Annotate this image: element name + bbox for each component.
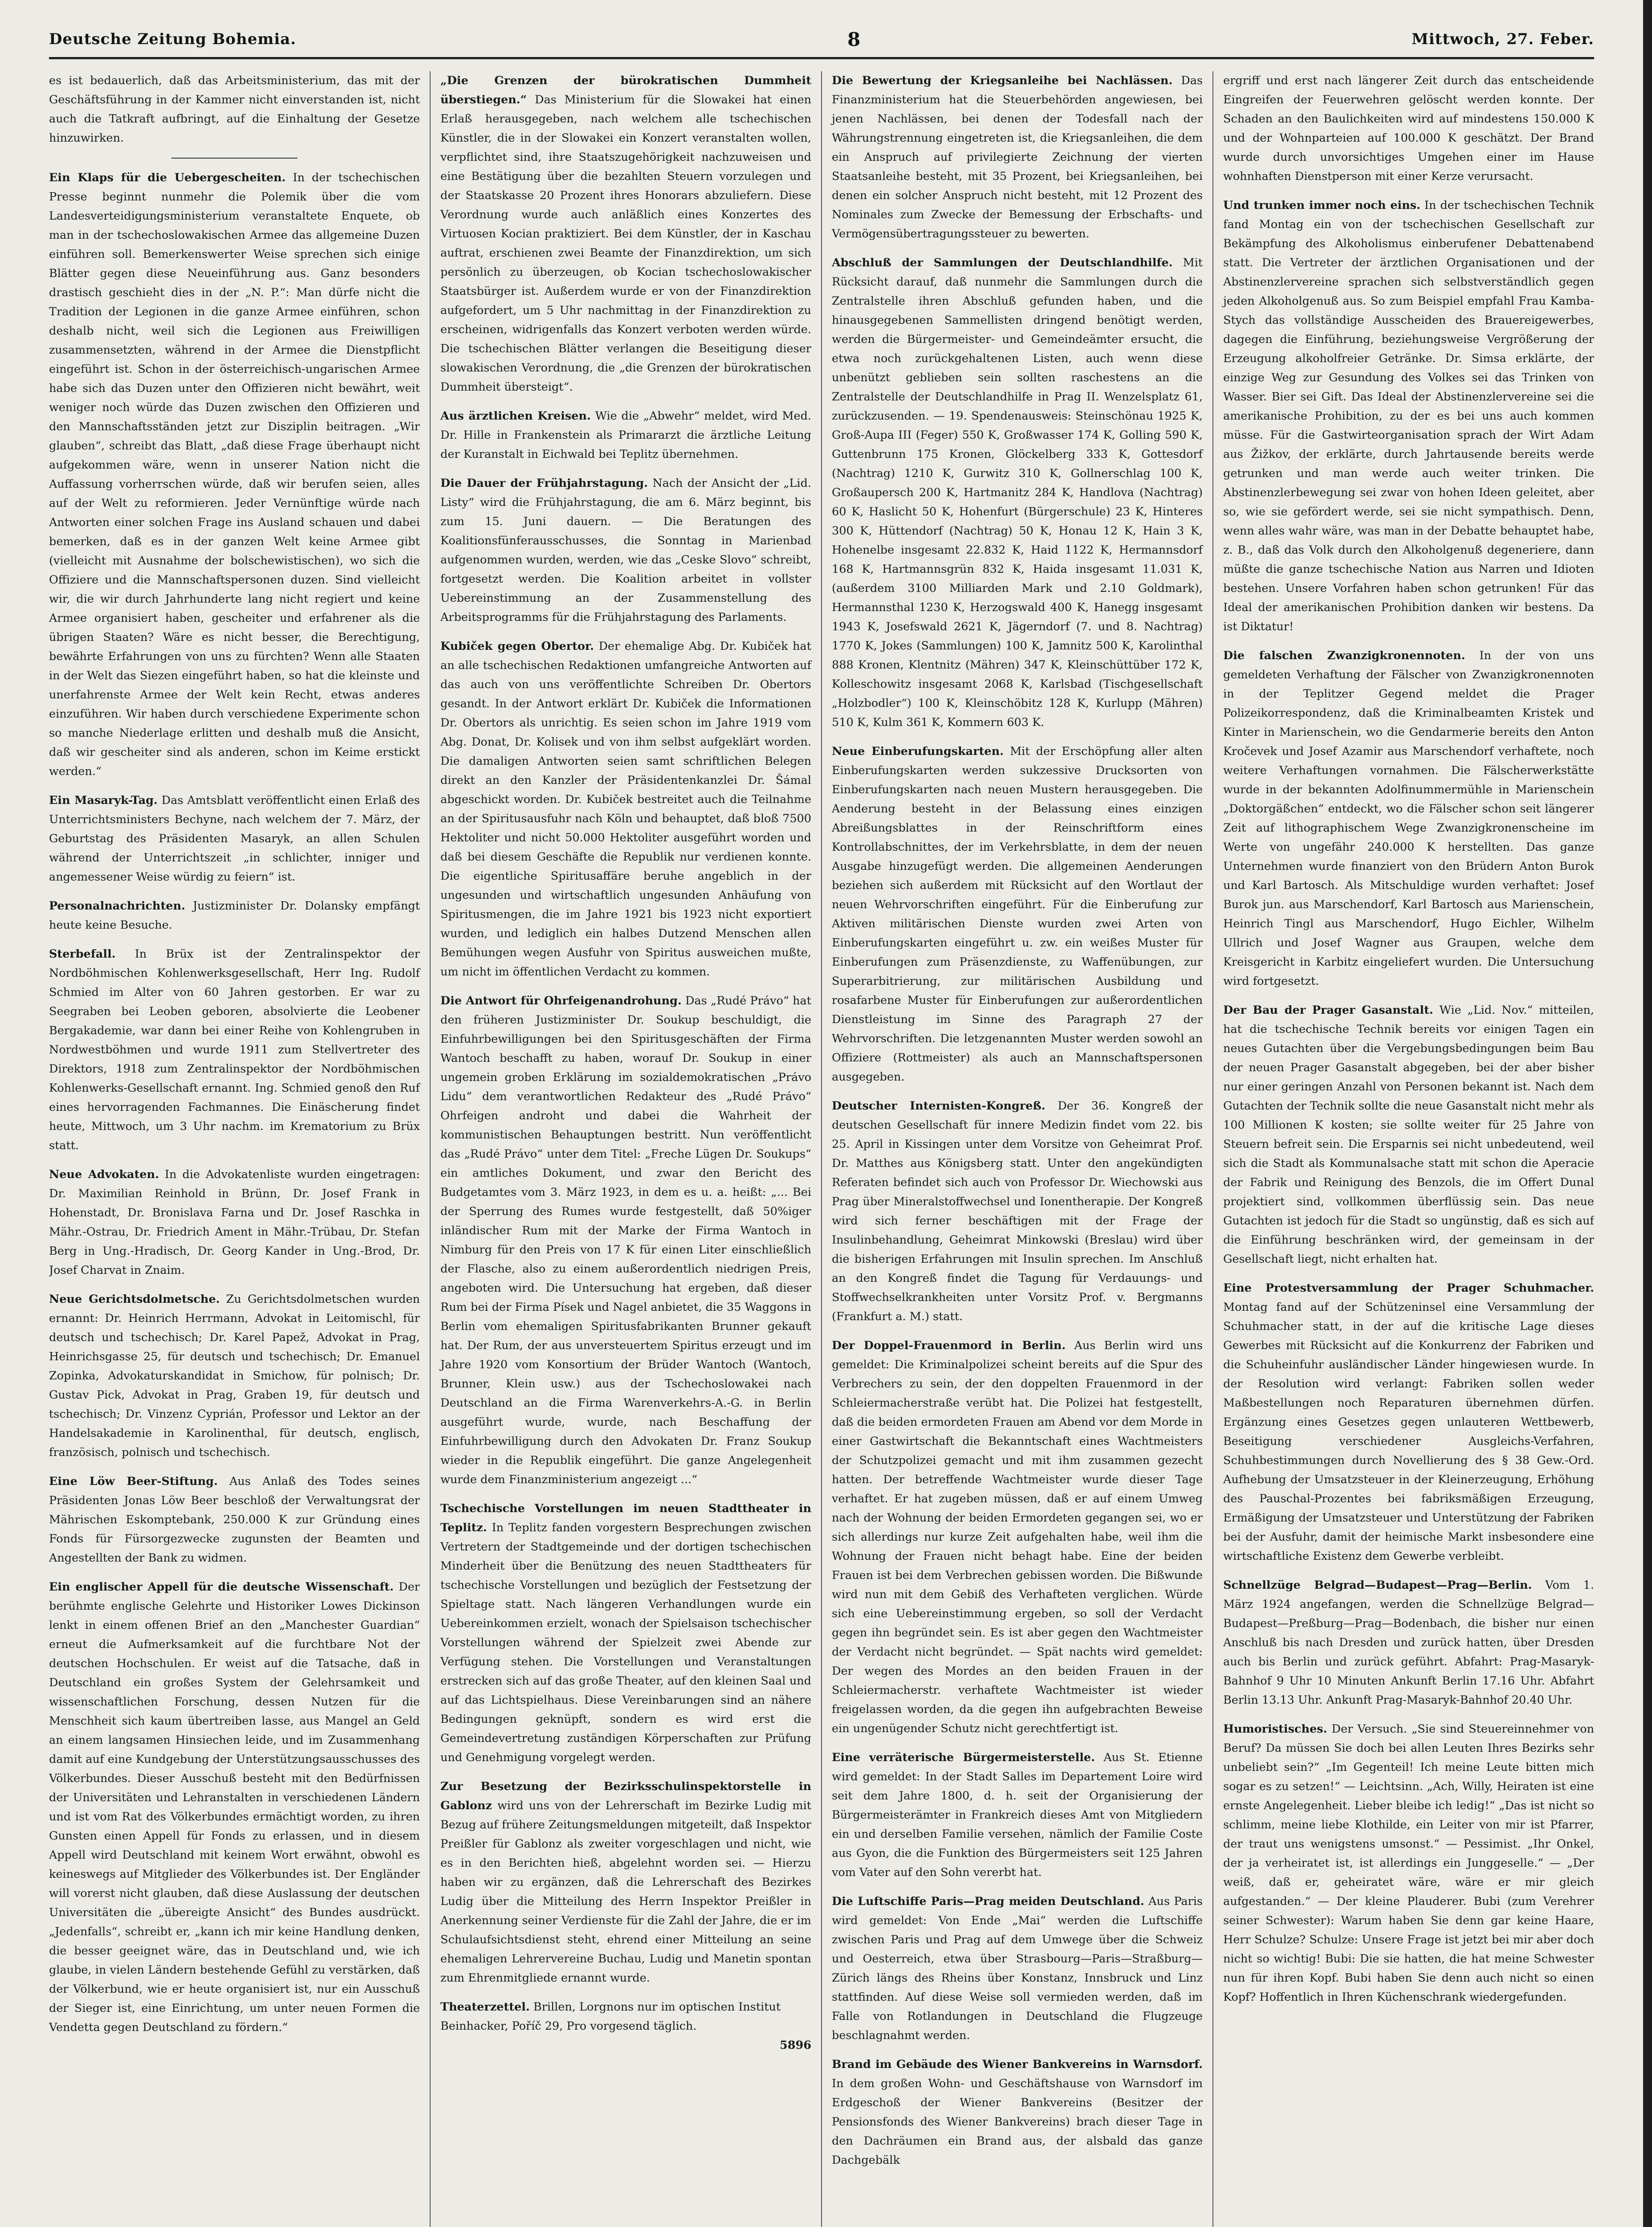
- article: [49, 71, 420, 148]
- article-headline: Zur Besetzung der Bezirksschulinspektorstelle in Gablonz: [440, 1780, 811, 1812]
- article: [440, 407, 811, 464]
- article-headline: Deutscher Internisten-Kongreß.: [832, 1099, 1046, 1113]
- article-body: Mit Rücksicht darauf, daß nunmehr die Sammlungen durch die Zentralstelle ihren Abschluß gefunden haben, und die hinausgegebenen Sammellisten dringend benötigt werden, werden die Bürgermeister- und Gemeindeämter ersucht, die etwa noch zurückgehaltenen Listen, auch wenn diese unbenützt geblieben sein sollten raschestens an die Zentralstelle der Deutschlandhilfe in Prag II. Wenzelsplatz 61, zurückzusenden. — 19. Spendenausweis: Steinschönau 1925 K, Groß-Aupa III (Feger) 550 K, Großwasser 174 K, Golling 590 K, Guttenbrunn 175 Kronen, Glöckelberg 333 K, Gottesdorf (Nachtrag) 1210 K, Gurwitz 310 K, Gollnerschlag 100 K, Großaupersch 200 K, Hartmanitz 284 K, Handlova (Nachtrag) 60 K, Haslicht 50 K, Hohenfurt (Bürgerschule) 23 K, Hinteres 300 K, Hüttendorf (Nachtrag) 50 K, Honau 12 K, Hain 3 K, Hohenelbe insgesamt 22.832 K, Haid 1122 K, Hermannsdorf 168 K, Hartmannsgrün 832 K, Haida insgesamt 11.031 K, (außerdem 3100 Milliarden Mark und 2.10 Goldmark), Hermannsthal 1230 K, Herzogswald 400 K, Hanegg insgesamt 1943 K, Josefswald 2621 K, Jägerndorf (7. und 8. Nachtrag) 1770 K, Jokes (Sammlungen) 100 K, Jamnitz 500 K, Karolinthal 888 Kronen, Klentnitz (Mähren) 347 K, Kleinschüttüber 172 K, Kolleschowitz insgesamt 2068 K, Karlsbad (Tischgesellschaft „Holzbodler“) 100 K, Kleinschöbitz 128 K, Kurlupp (Mähren) 510 K, Kulm 361 K, Kommern 603 K.: [832, 256, 1203, 729]
- article: [1223, 1279, 1594, 1566]
- article-headline: Tschechische Vorstellungen im neuen Stadttheater in Teplitz.: [440, 1502, 811, 1534]
- article: [832, 1097, 1203, 1326]
- article-headline: Ein Klaps für die Uebergescheiten.: [49, 171, 286, 184]
- article: [440, 991, 811, 1489]
- page-header: [49, 21, 1594, 59]
- article: [49, 1290, 420, 1462]
- article: [440, 474, 811, 627]
- advertisement: [440, 1998, 811, 2055]
- article: [832, 71, 1203, 244]
- issue-date: Mittwoch, 27. Feber.: [1412, 30, 1594, 48]
- article-headline: Die Luftschiffe Paris—Prag meiden Deutschland.: [832, 1895, 1144, 1908]
- article-headline: Sterbefall.: [49, 947, 116, 961]
- article-headline: Die Dauer der Frühjahrstagung.: [440, 477, 648, 490]
- article-headline: Ein englischer Appell für die deutsche Wissenschaft.: [49, 1580, 394, 1594]
- article-headline: Kubiček gegen Obertor.: [440, 640, 594, 653]
- article: [832, 742, 1203, 1087]
- advertisement-headline: Theaterzettel.: [440, 2000, 530, 2014]
- article: [440, 71, 811, 397]
- article: [440, 637, 811, 982]
- article-headline: Die Antwort für Ohrfeigenandrohung.: [440, 994, 682, 1007]
- article: [1223, 71, 1594, 186]
- article-body: Aus Paris wird gemeldet: Von Ende „Mai“ werden die Luftschiffe zwischen Paris und Prag auf dem Umwege über die Schweiz und Oesterreich, etwa über Strasbourg—Paris—Straßburg—Zürich längs des Rheins über Konstanz, Innsbruck und Linz stattfinden. Auf diese Weise soll vermieden werden, daß im Falle von Rotlandungen in Deutschland die Flugzeuge beschlagnahmt werden.: [832, 1895, 1203, 2042]
- article-body: Justizminister Dr. Dolansky empfängt heute keine Besuche.: [49, 899, 420, 932]
- article-body: Wie „Lid. Nov.“ mitteilen, hat die tschechische Technik bereits vor einigen Tagen ein neues Gutachten über die Vergebungsbedingungen beim Bau der neuen Prager Gasanstalt abgegeben, bei der aber bisher nur einer geringen Anzahl von Personen bekannt ist. Nach dem Gutachten der Technik sollte die neue Gasanstalt nicht mehr als 100 Millionen K kosten; sie sollte weiter für 25 Jahre von Steuern befreit sein. Die Ersparnis sei nicht unbedeutend, weil sich die Stadt als Kommunalsache statt mit schon die Aperacie der Fabrik und Reinigung des Benzols, die im Offert Dunal projektiert sind, vollkommen überflüssig sein. Das neue Gutachten ist jedoch für die Stadt so ungünstig, daß es sich auf die Einführung beschränken wird, der gemeinsam in der Gesellschaft liegt, nicht erhalten hat.: [1223, 1003, 1594, 1266]
- article-headline: Neue Advokaten.: [49, 1168, 159, 1181]
- article-body: In dem großen Wohn- und Geschäftshause von Warnsdorf im Erdgeschoß der Wiener Bankvereins (Besitzer der Pensionsfonds des Wiener Bankvereins) brach dieser Tage in den Dachräumen ein Brand aus, der alsbald das ganze Dachgebälk: [832, 2077, 1203, 2167]
- article-headline: Schnellzüge Belgrad—Budapest—Prag—Berlin.: [1223, 1578, 1532, 1592]
- advertisement-text: Brillen, Lorgnons nur im optischen Institut Beinhacker, Poříč 29, Pro vorgesend täglich.: [440, 2000, 781, 2033]
- article-headline: Der Doppel-Frauenmord in Berlin.: [832, 1339, 1066, 1352]
- page-number: 8: [847, 28, 861, 50]
- article-body: Zu Gerichtsdolmetschen wurden ernannt: Dr. Heinrich Herrmann, Advokat in Leitomischl, für deutsch und tschechisch; Dr. Karel Papež, Advokat in Prag, Heinrichsgasse 25, für deutsch und tschechisch; Dr. Emanuel Zopinka, Advokaturskandidat in Smichow, für polnisch; Dr. Gustav Pick, Advokat in Prag, Graben 19, für deutsch und tschechisch; Dr. Vinzenz Cyprián, Professor und Lektor an der Handelsakademie in Karolinenthal, für deutsch, englisch, französisch, polnisch und tschechisch.: [49, 1293, 420, 1459]
- article-headline: Eine verräterische Bürgermeisterstelle.: [832, 1751, 1095, 1764]
- article: [49, 1165, 420, 1280]
- article-headline: „Die Grenzen der bürokratischen Dummheit überstiegen.“: [440, 74, 811, 106]
- article: [49, 1578, 420, 2037]
- article-body: In Brüx ist der Zentralinspektor der Nordböhmischen Kohlenwerksgesellschaft, Herr Ing. Rudolf Schmied im Alter von 60 Jahren gestorben. Er war zu Seegraben bei Leoben geboren, absolvierte die Leobener Bergakademie, war dann bei einer Reihe von Kohlengruben in Nordwestböhmen und wurde 1911 zum Stellvertreter des Direktors, 1918 zum Zentralinspektor der Nordböhmischen Kohlenwerks-Gesellschaft ernannt. Ing. Schmied genoß den Ruf eines hervorragenden Fachmannes. Die Einäscherung findet heute, Mittwoch, um 3 Uhr nachm. im Krematorium zu Brüx statt.: [49, 947, 420, 1152]
- column-2: [430, 71, 821, 2227]
- article-body: Das Amtsblatt veröffentlicht einen Erlaß des Unterrichtsministers Bechyne, nach welchem der 7. März, der Geburtstag des Präsidenten Masaryk, an allen Schulen während der Unterrichtszeit „in schlichter, inniger und angemessener Weise würdig zu feiern“ ist.: [49, 794, 420, 884]
- article-headline: Die falschen Zwanzigkronennoten.: [1223, 649, 1465, 662]
- article-body: In der tschechischen Technik fand Montag ein von der tschechischen Gesellschaft zur Bekämpfung des Alkoholismus einberufener Debattenabend statt. Die Vertreter der ärztlichen Organisationen und der Abstinenzlervereine sprachen sich selbstverständlich gegen jeden Alkoholgenuß aus. So zum Beispiel empfahl Frau Kamba-Stych das vollständige Ausscheiden des Brauereigewerbes, dagegen die Einführung, beziehungsweise Vergrößerung der Erzeugung alkoholfreier Getränke. Dr. Simsa erklärte, der einzige Weg zur Gesundung des Volkes sei das Trinken von Wasser. Bier sei Gift. Das Ideal der Abstinenzlervereine sei die amerikanische Prohibition, zu der es bei uns auch kommen müsse. Für die Gastwirteorganisation sprach der Wirt Adam aus Žižkov, der erklärte, durch Jahrtausende bereits werde getrunken und man werde auch weiter trinken. Die Abstinenzlerbewegung sei zwar von hohen Ideen geleitet, aber so, wie sie gefördert werde, sei sie nicht sympathisch. Denn, wenn alles wahr wäre, was man in der Debatte behauptet habe, z. B., daß das Volk durch den Alkoholgenuß degeneriere, dann müßte die ganze tschechische Nation aus Narren und Idioten bestehen. Unsere Vorfahren haben schon getrunken! Für das Ideal der amerikanischen Prohibition danken wir bestens. Da ist Diktatur!: [1223, 199, 1594, 633]
- article: [49, 945, 420, 1155]
- article-headline: Abschluß der Sammlungen der Deutschlandhilfe.: [832, 256, 1173, 269]
- article-headline: Personalnachrichten.: [49, 899, 185, 913]
- article-body: Vom 1. März 1924 angefangen, werden die Schnellzüge Belgrad—Budapest—Preßburg—Prag—Bodenbach, die bisher nur einen Anschluß bis nach Dresden und zurück hatten, über Dresden auch bis Berlin und zurück geführt. Abfahrt: Prag-Masaryk-Bahnhof 9 Uhr 10 Minuten Ankunft Berlin 17.16 Uhr. Abfahrt Berlin 13.13 Uhr. Ankunft Prag-Masaryk-Bahnhof 20.40 Uhr.: [1223, 1578, 1594, 1707]
- article-body: ergriff und erst nach längerer Zeit durch das entscheidende Eingreifen der Feuerwehren gelöscht werden konnte. Der Schaden an den Baulichkeiten wird auf mindestens 150.000 K und der Wohnparteien auf 100.000 K geschätzt. Der Brand wurde durch unvorsichtiges Umgehen einer im Hause wohnhaften Dienstperson mit einer Kerze verursacht.: [1223, 74, 1594, 183]
- article-body: Das Ministerium für die Slowakei hat einen Erlaß herausgegeben, nach welchem alle tschechischen Künstler, die in der Slowakei ein Konzert veranstalten wollen, verpflichtet sind, ihre Staatszugehörigkeit nachzuweisen und eine Bestätigung über die bezahlten Steuern vorzulegen und der Staatskasse 20 Prozent ihres Honorars abzuliefern. Diese Verordnung wurde auch anläßlich eines Konzertes des Virtuosen Kocian praktiziert. Bei dem Künstler, der in Kaschau auftrat, erschienen zwei Beamte der Finanzdirektion, um sich persönlich zu überzeugen, ob Kocian tschechoslowakischer Staatsbürger ist. Außerdem wurde er von der Finanzdirektion aufgefordert, um 5 Uhr nachmittag in der Finanzdirektion zu erscheinen, widrigenfalls das Konzert verboten werden würde. Die tschechischen Blätter verlangen die Beseitigung dieser slowakischen Verordnung, die „die Grenzen der bürokratischen Dummheit übersteigt“.: [440, 93, 811, 394]
- article: [440, 1777, 811, 1988]
- article-body: Aus Anlaß des Todes seines Präsidenten Jonas Löw Beer beschloß der Verwaltungsrat der Mährischen Eskomptebank, 250.000 K zur Gründung eines Fonds für Fürsorgezwecke zugunsten der Beamten und Angestellten der Bank zu widmen.: [49, 1475, 420, 1565]
- article: [1223, 1720, 1594, 2007]
- article-body: Der berühmte englische Gelehrte und Historiker Lowes Dickinson lenkt in einem offenen Brief an den „Manchester Guardian“ erneut die Aufmerksamkeit auf die furchtbare Not der deutschen Hochschulen. Er weist auf die Tatsache, daß in Deutschland ein großes System der Gelehrsamkeit und wissenschaftlichen Forschung, dessen Nutzen für die Menschheit sich kaum übertreiben lasse, aus Mangel an Geld an einem langsamen Hinsiechen leide, und im Zusammenhang damit auf eine Kundgebung der Unterstützungsausschusses des Völkerbundes. Dieser Ausschuß besteht mit den Bedürfnissen der Universitäten und Lehranstalten in verschiedenen Ländern und ist vom Rat des Völkerbundes ermächtigt worden, zu ihren Gunsten einen Appell für Fonds zu erlassen, und in diesem Appell wird Deutschland mit keinem Wort erwähnt, obwohl es keineswegs auf Mitglieder des Völkerbundes ist. Der Engländer will vorerst nicht glauben, daß diese Auslassung der deutschen Universitäten die „übereigte Ansicht“ des Bundes ausdrückt. „Jedenfalls“, schreibt er, „kann ich mir keine Handlung denken, die besser geeignet wäre, das in Deutschland und, wie ich glaube, in vielen Ländern bestehende Gefühl zu verstärken, daß der Völkerbund, wie er heute organisiert ist, nur ein Ausschuß der Sieger ist, eine Einrichtung, um unter neuen Formen die Vendetta gegen Deutschland zu fördern.“: [49, 1580, 420, 2034]
- article-body: Aus Berlin wird uns gemeldet: Die Kriminalpolizei scheint bereits auf die Spur des Verbrechers zu sein, der den doppelten Frauenmord in der Schleiermacherstraße verübt hat. Die Polizei hat festgestellt, daß die beiden ermordeten Frauen am Abend vor dem Morde in einer Gastwirtschaft die Bekanntschaft eines Wachtmeisters der Schutzpolizei gemacht und mit ihm zusammen gezecht hatten. Der betreffende Wachtmeister wurde dieser Tage verhaftet. Er hat zugeben müssen, daß er auf einem Umweg nach der Wohnung der beiden Ermordeten gegangen sei, wo er sich allerdings nur kurze Zeit aufgehalten habe, weil ihm die Wohnung der Frauen nicht behagt habe. Eine der beiden Frauen ist bei dem Verbrechen gebissen worden. Die Bißwunde wird nun mit dem Gebiß des Verhafteten verglichen. Würde sich eine Uebereinstimmung ergeben, so soll der Verdacht gegen ihn begründet sein. Es ist aber gegen den Wachtmeister der Verdacht nicht begründet. — Spät nachts wird gemeldet: Der wegen des Mordes an den beiden Frauen in der Schleiermacherstr. verhaftete Wachtmeister ist wieder freigelassen worden, da die gegen ihn aufgebrachten Beweise ein ungenügender Schutz nicht gerechtfertigt ist.: [832, 1339, 1203, 1735]
- article-body: Der Versuch. „Sie sind Steuereinnehmer von Beruf? Da müssen Sie doch bei allen Leuten Ihres Bezirks sehr unbeliebt sein?“ „Im Gegenteil! Ich meine Leute bitten mich sogar es zu setzen!“ — Leichtsinn. „Ach, Willy, Heiraten ist eine ernste Angelegenheit. Lieber bleibe ich ledig!“ „Das ist nicht so schlimm, meine liebe Klothilde, ein Leiter von mir ist Pfarrer, der traut uns wenigstens umsonst.“ — Pessimist. „Ihr Onkel, der ja verheiratet ist, ist allerdings ein Junggeselle.“ — „Der weiß, daß er, geheiratet wäre, wäre er mir gleich aufgestanden.“ — Der kleine Plauderer. Bubi (zum Verehrer seiner Schwester): Warum haben Sie denn gar keine Haare, Herr Schulze? Schulze: Unsere Frage ist jetzt bei mir aber doch nicht so wichtig! Bubi: Die sie hatten, die hat meine Schwester nun für ihren Kopf. Bubi haben Sie denn auch nicht so einen Kopf? Hoffentlich in Ihren Küchenschrank wiedergefunden.: [1223, 1722, 1594, 2004]
- article-headline: Eine Löw Beer-Stiftung.: [49, 1475, 218, 1488]
- article-headline: Neue Gerichtsdolmetsche.: [49, 1293, 220, 1306]
- article-body: Nach der Ansicht der „Lid. Listy“ wird die Frühjahrstagung, die am 6. März beginnt, bis zum 15. Juni dauern. — Die Beratungen des Koalitionsfünferausschusses, die Sonntag in Marienbad aufgenommen wurden, werden, wie das „Ceske Slovo“ schreibt, fortgesetzt werden. Die Koalition arbeitet in vollster Uebereinstimmung an der Zusammenstellung des Arbeitsprogramms für die Frühjahrstagung des Parlaments.: [440, 477, 811, 624]
- article: [49, 897, 420, 935]
- article-body: Das „Rudé Právo“ hat den früheren Justizminister Dr. Soukup beschuldigt, die Einfuhrbewilligungen bei den Spiritusgeschäften der Firma Wantoch beschafft zu haben, worauf Dr. Soukup in einer ungemein groben Erklärung im sozialdemokratischen „Právo Lidu“ dem verantwortlichen Redakteur des „Rudé Právo“ Ohrfeigen androht und dabei die Wahrheit der kommunistischen Behauptungen bestritt. Nun veröffentlicht das „Rudé Právo“ unter dem Titel: „Freche Lügen Dr. Soukups“ ein amtliches Dokument, und zwar den Bericht des Budgetamtes vom 3. März 1923, in dem es u. a. heißt: „... Bei der Sperrung des Rumes wurde festgestellt, daß 50%iger inländischer Rum mit der Marke der Firma Wantoch in Nimburg für den Preis von 17 K für einen Liter einschließlich der Flasche, also zu einem außerordentlich niedrigen Preis, angeboten wird. Die Untersuchung hat ergeben, daß dieser Rum bei der Firma Písek und Nagel anbietet, die 35 Waggons in Berlin vom ehemaligen Spiritusfabrikanten Brunner gekauft hat. Der Rum, der aus unversteuertem Spiritus erzeugt und im Jahre 1920 vom Konsortium der Brüder Wantoch (Wantoch, Brunner, Klein usw.) aus der Tschechoslowakei nach Deutschland an die Firma Warenverkehrs-A.-G. in Berlin ausgeführt wurde, wurde, nach Beschaffung der Einfuhrbewilligung durch den Advokaten Dr. Franz Soukup wieder in die Republik eingeführt. Die ganze Angelegenheit wurde dem Finanzministerium angezeigt ...“: [440, 994, 811, 1486]
- column-1: [49, 71, 430, 2227]
- article: [49, 1472, 420, 1568]
- article-headline: Brand im Gebäude des Wiener Bankvereins in Warnsdorf.: [832, 2058, 1203, 2071]
- text-columns: [49, 71, 1594, 2227]
- article-body: Der 36. Kongreß der deutschen Gesellschaft für innere Medizin findet vom 22. bis 25. April in Kissingen unter dem Vorsitze von Geheimrat Prof. Dr. Matthes aus Königsberg statt. Unter den angekündigten Referaten befindet sich auch von Professor Dr. Wiechowski aus Prag über Mineralstoffwechsel und Ionentherapie. Der Kongreß wird sich ferner beschäftigen mit der Frage der Insulinbehandlung, Geheimrat Minkowski (Breslau) wird über die bisherigen Erfahrungen mit Insulin sprechen. Im Anschluß an den Kongreß findet die Tagung für Verdauungs- und Stoffwechselkrankheiten unter Vorsitz Prof. v. Bergmanns (Frankfurt a. M.) statt.: [832, 1099, 1203, 1323]
- column-4: [1213, 71, 1594, 2227]
- article-body: In die Advokatenliste wurden eingetragen: Dr. Maximilian Reinhold in Brünn, Dr. Josef Frank in Hohenstadt, Dr. Bronislava Farna und Dr. Josef Raschka in Mähr.-Ostrau, Dr. Friedrich Ament in Mähr.-Trübau, Dr. Stefan Berg in Ung.-Hradisch, Dr. Georg Kander in Ung.-Brod, Dr. Josef Charvat in Znaim.: [49, 1168, 420, 1277]
- article-body: Der ehemalige Abg. Dr. Kubiček hat an alle tschechischen Redaktionen umfangreiche Antworten auf das auch von uns veröffentlichte Schreiben Dr. Obertors gesandt. In der Antwort erklärt Dr. Kubiček die Informationen Dr. Obertors als unrichtig. Es seien schon im Jahre 1919 vom Abg. Donat, Dr. Kolisek und von ihm selbst aufgeklärt worden. Die damaligen Antworten seien samt schriftlichen Belegen direkt an den Kanzler der Präsidentenkanzlei Dr. Šámal abgeschickt worden. Dr. Kubiček bestreitet auch die Teilnahme an der Spiritusausfuhr nach Köln und behauptet, daß bloß 7500 Hektoliter und nicht 50.000 Hektoliter ausgeführt worden und daß bei diesem Geschäfte die Republik nur verdienen konnte. Die eigentliche Spiritusaffäre beruhe angeblich in der ungesunden und wirtschaftlich ungesunden Anhäufung von Spiritusmengen, die im Jahre 1921 bis 1923 nicht exportiert wurden, und lediglich ein halbes Dutzend Menschen allen Bemühungen wegen Ausfuhr von Spiritus ausweichen mußte, um nicht im öffentlichen Verdacht zu kommen.: [440, 640, 811, 979]
- article: [832, 1892, 1203, 2045]
- article: [1223, 196, 1594, 636]
- article-body: Montag fand auf der Schützeninsel eine Versammlung der Schuhmacher statt, in der auf die kritische Lage dieses Gewerbes mit Rücksicht auf die Konkurrenz der Fabriken und die Schuheinfuhr ausländischer Länder hingewiesen wurde. In der Resolution wird verlangt: Fabriken sollen weder Maßbestellungen noch Reparaturen übernehmen dürfen. Ergänzung eines Gesetzes gegen unlauteren Wettbewerb, Beseitigung verschiedener Ausgleichs-Verfahren, Schuhbestimmungen durch Novellierung des § 38 Gew.-Ord. Aufhebung der Umsatzsteuer in der Kleinerzeugung, Erhöhung des Pauschal-Prozentes bei fabriksmäßigen Erzeugung, Ermäßigung der Umsatzsteuer und Unterstützung der Fabriken bei der Ausfuhr, damit der heimische Markt insbesondere eine wirtschaftliche Existenz dem Gewerbe verbleibt.: [1223, 1301, 1594, 1563]
- article: [49, 168, 420, 781]
- article-body: Aus St. Etienne wird gemeldet: In der Stadt Salles im Departement Loire wird seit dem Jahre 1800, d. h. seit der Organisierung der Bürgermeisterämter in Frankreich dieses Amt von Mitgliedern ein und derselben Familie versehen, nämlich der Familie Coste aus Gyon, die die Funktion des Bürgermeisters seit 125 Jahren vom Vater auf den Sohn vererbt hat.: [832, 1751, 1203, 1879]
- article: [1223, 646, 1594, 991]
- article-headline: Und trunken immer noch eins.: [1223, 199, 1420, 212]
- article-headline: Aus ärztlichen Kreisen.: [440, 409, 591, 423]
- article-body: Wie die „Abwehr“ meldet, wird Med. Dr. Hille in Frankenstein als Primararzt die ärztliche Leitung der Kuranstalt in Eichwald bei Teplitz übernehmen.: [440, 409, 811, 461]
- article: [832, 1748, 1203, 1882]
- article: [832, 1336, 1203, 1738]
- column-3: [821, 71, 1213, 2227]
- advertisement-number: 5896: [780, 2039, 811, 2052]
- article: [832, 253, 1203, 732]
- article-body: es ist bedauerlich, daß das Arbeitsministerium, das mit der Geschäftsführung in der Kammer nicht einverstanden ist, nicht auch die Tatkraft aufbringt, auf die Einhaltung der Gesetze hinzuwirken.: [49, 74, 420, 145]
- masthead: Deutsche Zeitung Bohemia.: [49, 30, 297, 48]
- article: [832, 2055, 1203, 2170]
- article-body: Das Finanzministerium hat die Steuerbehörden angewiesen, bei jenen Nachlässen, bei denen der Todesfall nach der Währungstrennung eingetreten ist, die Kriegsanleihen, die dem ein Anspruch auf privilegierte Zeichnung der vierten Staatsanleihe besteht, mit 35 Prozent, bei Kriegsanleihen, bei denen ein solcher Anspruch nicht besteht, mit 12 Prozent des Nominales zum Zwecke der Bemessung der Erbschafts- und Vermögensübertragungssteuer zu bewerten.: [832, 74, 1203, 241]
- article: [49, 791, 420, 887]
- article: [1223, 1576, 1594, 1710]
- divider: [171, 158, 297, 159]
- article-body: In der von uns gemeldeten Verhaftung der Fälscher von Zwanzigkronennoten in der Teplitzer Gegend meldet die Prager Polizeikorrespondenz, daß die Kriminalbeamten Kristek und Kinter in Marienschein, wo die Gendarmerie bereits den Anton Kročevek und Josef Azamir aus Marschendorf verhaftete, noch weitere Verhaftungen vornahmen. Die Fälscherwerkstätte wurde in der bekannten Adolfinummermühle in Marienschein „Doktorgäßchen“ entdeckt, wo die Fälscher schon seit längerer Zeit auf lithographischem Wege Zwanzigkronenscheine im Werte von ungefähr 240.000 K herstellten. Das ganze Unternehmen wurde finanziert von den Brüdern Anton Burok und Karl Bartosch. Als Mitschuldige wurden verhaftet: Josef Burok jun. aus Marschendorf, Karl Bartosch aus Marienschein, Heinrich Tingl aus Marschendorf, Hugo Eichler, Wilhelm Ullrich und Josef Wagner aus Graupen, welche dem Kreisgericht in Karbitz eingeliefert wurden. Die Untersuchung wird fortgesetzt.: [1223, 649, 1594, 988]
- article-body: wird uns von der Lehrerschaft im Bezirke Ludig mit Bezug auf frühere Zeitungsmeldungen mitgeteilt, daß Inspektor Preißler für Gablonz als zweiter vorgeschlagen und nicht, wie es in den Berichten hieß, abgelehnt worden sei. — Hierzu haben wir zu ergänzen, daß die Lehrerschaft des Bezirkes Ludig über die Mitteilung des Herrn Inspektor Preißler in Anerkennung seiner Verdienste für die Zahl der Jahre, die er im Schulaufsichtsdienst steht, ehrend einer Mitteilung an seine ehemaligen Lehrervereine Buchau, Ludig und Manetin spontan zum Ehrenmitgliede ernannt wurde.: [440, 1799, 811, 1985]
- article-body: Mit der Erschöpfung aller alten Einberufungskarten werden sukzessive Drucksorten von Einberufungskarten nach neuen Mustern herausgegeben. Die Aenderung besteht in der Belassung eines einzigen Abreißungsblattes in der Reinschriftform eines Kontrollabschnittes, der im Verkehrsblatte, in dem der neuen Ausgabe hinzugefügt werden. Die allgemeinen Aenderungen beziehen sich außerdem mit Rücksicht auf den Wortlaut der neuen Wehrvorschriften eingeführt. Für die Einberufung zur Aktiven militärischen Dienste wurden zwei Arten von Einberufungskarten eingeführt u. zw. ein weißes Muster für Einberufungen zum Präsenzdienste, zu Waffenübungen, zur Superarbitrierung, zur militärischen Ausbildung und rosafarbene Muster für Einberufungen zur außerordentlichen Dienstleistung im Sinne des Paragraph 27 der Wehrvorschriften. Die letzgenannten Muster werden sowohl an Offiziere (Rottmeister) als auch an Mannschaftspersonen ausgegeben.: [832, 745, 1203, 1084]
- article-headline: Die Bewertung der Kriegsanleihe bei Nachlässen.: [832, 74, 1173, 87]
- article: [440, 1499, 811, 1767]
- article: [1223, 1001, 1594, 1269]
- article-headline: Neue Einberufungskarten.: [832, 745, 1004, 758]
- article-body: In Teplitz fanden vorgestern Besprechungen zwischen Vertretern der Stadtgemeinde und der dortigen tschechischen Minderheit über die Benützung des neuen Stadttheaters für tschechische Vorstellungen und bezüglich der Festsetzung der Spieltage statt. Nach längeren Verhandlungen wurde ein Uebereinkommen erzielt, wonach der Spielsaison tschechischer Vorstellungen während der Spielzeit zwei Abende zur Verfügung stehen. Die Vorstellungen und Veranstaltungen erstrecken sich auf das große Theater, auf den kleinen Saal und auf das Lichtspielhaus. Diese Vereinbarungen sind an nähere Bedingungen geknüpft, sondern es wird erst die Gemeindevertretung zuständigen Körperschaften zur Prüfung und Genehmigung vorgelegt werden.: [440, 1521, 811, 1764]
- article-headline: Eine Protestversammlung der Prager Schuhmacher.: [1223, 1281, 1594, 1295]
- article-headline: Ein Masaryk-Tag.: [49, 794, 158, 807]
- scan-edge: [1643, 0, 1652, 2227]
- article-body: In der tschechischen Presse beginnt nunmehr die Polemik über die vom Landesverteidigungsministerium veranstaltete Enquete, ob man in der tschechoslowakischen Armee das allgemeine Duzen einführen soll. Bemerkenswerter Weise sprechen sich einige Blätter gegen diese Neueinführung aus. Ganz besonders drastisch geschieht dies in der „N. P.“: Man dürfe nicht die Tradition der Legionen in die ganze Armee einführen, schon deshalb nicht, weil sich die Legionen aus Freiwilligen zusammensetzten, während in der Armee die Dienstpflicht eingeführt ist. Schon in der österreichisch-ungarischen Armee habe sich das Duzen unter den Offizieren nicht bewährt, weit weniger noch würde das Duzen zwischen den Offizieren und den Mannschaftsständen jetzt zur Disziplin beitragen. „Wir glauben“, schreibt das Blatt, „daß diese Frage überhaupt nicht aufgekommen wäre, wenn in unserer Nation nicht die Auffassung vorherrschen würde, daß wir berufen seien, alles auf der Welt zu reformieren. Jeder Vernünftige würde nach Antworten einer solchen Frage ins Ausland schauen und dabei bemerken, daß es in der ganzen Welt keine Armee gibt (vielleicht mit Ausnahme der bolschewistischen), wo sich die Offiziere und die Mannschaftspersonen duzen. Sind vielleicht wir, die wir durch Jahrhunderte lang nicht regiert und keine Armee organisiert haben, gescheiter und erfahrener als die übrigen Staaten? Wäre es nicht besser, die Berechtigung, bewährte Erfahrungen von uns zu fürchten? Wenn alle Staaten in der Welt das Siezen eingeführt haben, so hat die kleinste und unerfahrenste Armee der Welt kein Recht, etwas anderes einzuführen. Wir haben durch verschiedene Experimente schon so manche Niederlage erlitten und deshalb muß die Ansicht, daß wir gescheiter sind als anderen, schon im Keime erstickt werden.“: [49, 171, 420, 778]
- article-headline: Humoristisches.: [1223, 1722, 1327, 1736]
- article-headline: Der Bau der Prager Gasanstalt.: [1223, 1003, 1433, 1017]
